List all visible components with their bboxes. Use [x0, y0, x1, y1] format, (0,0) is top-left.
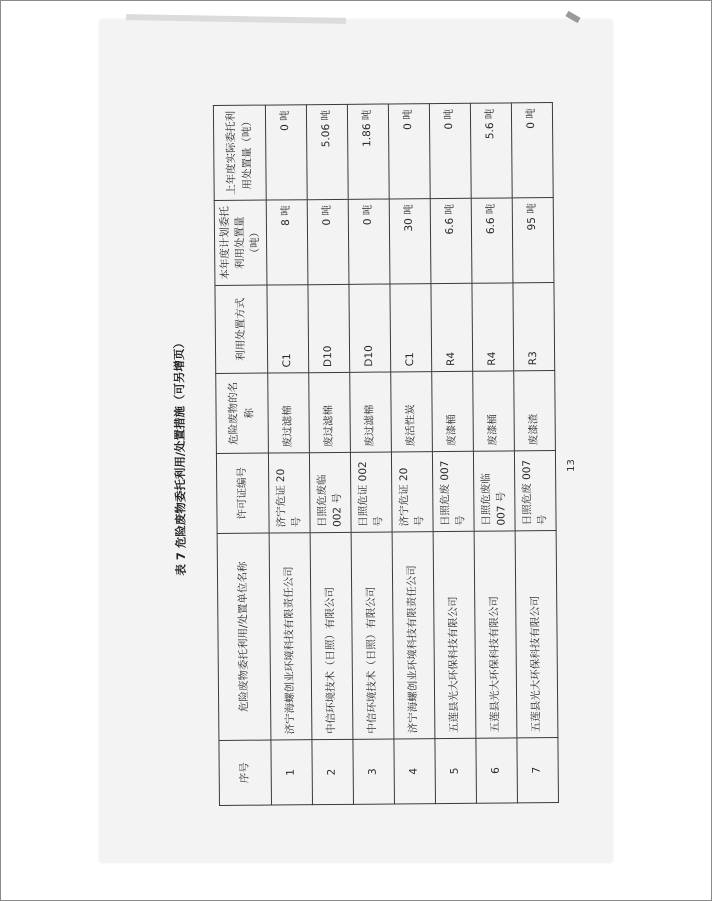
cell-unit: 五莲县光大环保科技有限公司	[515, 531, 558, 738]
header-license: 许可证编号	[216, 453, 269, 533]
cell-unit: 中信环境技术（日照）有限公司	[351, 532, 394, 739]
table-row	[511, 103, 558, 803]
cell-method: D10	[349, 284, 391, 372]
cell-waste-name: 废漆桶	[432, 371, 474, 451]
cell-waste-name: 废活性炭	[391, 372, 433, 452]
cell-method: C1	[390, 284, 432, 372]
cell-method: R4	[431, 283, 473, 371]
table-header-row	[213, 105, 271, 805]
cell-license: 济宁危证 20 号	[391, 452, 433, 532]
cell-unit: 中信环境技术（日照）有限公司	[310, 532, 353, 739]
cell-seq: 3	[353, 739, 395, 804]
cell-waste-name: 废过滤棉	[309, 372, 351, 452]
cell-seq: 6	[476, 738, 518, 803]
cell-license: 日照危废 007 号	[514, 451, 556, 531]
table-row	[429, 103, 476, 803]
header-waste-name: 危险废物的名称	[216, 373, 269, 453]
cell-planned: 0 吨	[348, 199, 390, 284]
cell-license: 日照危废临 007 号	[473, 451, 515, 531]
header-unit: 危险废物委托利用/处置单位名称	[217, 533, 271, 740]
cell-actual: 0 吨	[388, 104, 430, 199]
table-title: 表 7 危险废物委托利用/处置措施（可另增页）	[171, 336, 188, 576]
rotated-page-content	[171, 103, 559, 806]
cell-license: 日照危废 007 号	[432, 451, 474, 531]
cell-unit: 五莲县光大环保科技有限公司	[474, 531, 517, 738]
table-row	[306, 104, 353, 804]
cell-waste-name: 废过滤棉	[268, 373, 310, 453]
cell-unit: 济宁海螺创业环境科技有限责任公司	[269, 533, 312, 740]
cell-license: 济宁危证 20 号	[268, 453, 310, 533]
header-planned: 本年度计划委托利用处置量（吨）	[214, 200, 267, 285]
cell-actual: 0 吨	[511, 103, 553, 198]
cell-actual: 5.6 吨	[470, 103, 512, 198]
cell-seq: 1	[271, 740, 313, 805]
cell-waste-name: 废漆渣	[514, 371, 556, 451]
cell-planned: 6.6 吨	[471, 198, 513, 283]
page-number: 13	[565, 459, 577, 472]
cell-license: 日照危证 002 号	[350, 452, 392, 532]
cell-license: 日照危废临 002 号	[309, 452, 351, 532]
cell-unit: 济宁海螺创业环境科技有限责任公司	[392, 532, 435, 739]
cell-method: D10	[308, 284, 350, 372]
cell-method: R3	[513, 283, 555, 371]
table-row	[265, 105, 312, 805]
cell-method: R4	[472, 283, 514, 371]
cell-actual: 0 吨	[429, 103, 471, 198]
table-row	[470, 103, 517, 803]
cell-unit: 五莲县光大环保科技有限公司	[433, 531, 476, 738]
header-actual: 上年度实际委托利用处置量（吨）	[213, 105, 266, 200]
cell-seq: 4	[394, 739, 436, 804]
cell-actual: 5.06 吨	[306, 104, 348, 199]
header-method: 利用处置方式	[215, 285, 268, 373]
cell-planned: 95 吨	[512, 198, 554, 283]
cell-waste-name: 废过滤棉	[350, 372, 392, 452]
table-row	[347, 104, 394, 804]
header-seq: 序号	[219, 740, 272, 805]
cell-waste-name: 废漆桶	[473, 371, 515, 451]
cell-actual: 0 吨	[265, 105, 307, 200]
hazardous-waste-table	[213, 102, 559, 806]
cell-planned: 0 吨	[307, 199, 349, 284]
cell-actual: 1.86 吨	[347, 104, 389, 199]
cell-method: C1	[267, 285, 309, 373]
cell-planned: 6.6 吨	[430, 198, 472, 283]
cell-planned: 30 吨	[389, 199, 431, 284]
cell-seq: 5	[435, 738, 477, 803]
cell-planned: 8 吨	[266, 200, 308, 285]
cell-seq: 7	[517, 738, 559, 803]
table-row	[388, 104, 435, 804]
cell-seq: 2	[312, 739, 354, 804]
